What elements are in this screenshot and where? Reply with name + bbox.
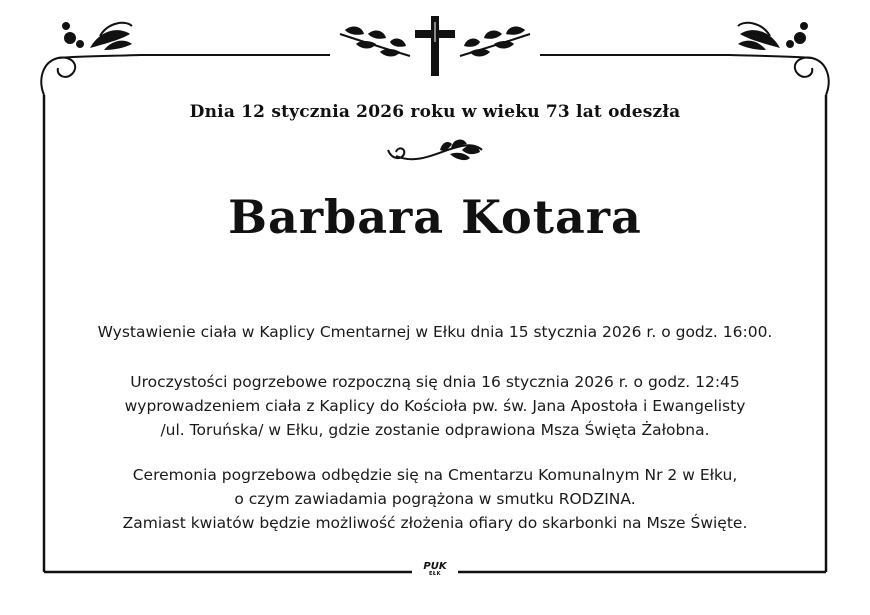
- flourish-icon: [730, 23, 829, 95]
- deceased-name: Barbara Kotara: [228, 190, 642, 244]
- flourish-icon: [41, 23, 140, 95]
- burial-paragraph: [40, 463, 830, 535]
- intro-line: Dnia 12 stycznia 2026 roku w wieku 73 lat odeszła: [189, 102, 681, 122]
- leaf-swirl-icon: [388, 141, 482, 161]
- paragraph-line: Uroczystości pogrzebowe rozpoczną się dnia 16 stycznia 2026 r. o godz. 12:45: [130, 373, 740, 391]
- paragraph-line: wyprowadzeniem ciała z Kaplicy do Kościoła pw. św. Jana Apostoła i Ewangelisty: [124, 397, 746, 415]
- puk-logo: [415, 562, 455, 577]
- ceremony-paragraph: [40, 370, 830, 442]
- wake-paragraph: [40, 320, 830, 344]
- logo-subtext: EŁK: [428, 571, 441, 577]
- paragraph-line: Ceremonia pogrzebowa odbędzie się na Cmentarzu Komunalnym Nr 2 w Ełku,: [132, 466, 738, 484]
- paragraph-line: Wystawienie ciała w Kaplicy Cmentarnej w Ełku dnia 15 stycznia 2026 r. o godz. 16:00.: [97, 323, 773, 341]
- paragraph-line: Zamiast kwiatów będzie możliwość złożenia ofiary do skarbonki na Msze Święte.: [122, 514, 748, 532]
- paragraph-line: o czym zawiadamia pogrążona w smutku RODZINA.: [234, 490, 636, 508]
- logo-text: PUK: [423, 561, 447, 572]
- paragraph-line: /ul. Toruńska/ w Ełku, gdzie zostanie odprawiona Msza Święta Żałobna.: [160, 421, 710, 439]
- cross-with-laurel-icon: [340, 16, 530, 76]
